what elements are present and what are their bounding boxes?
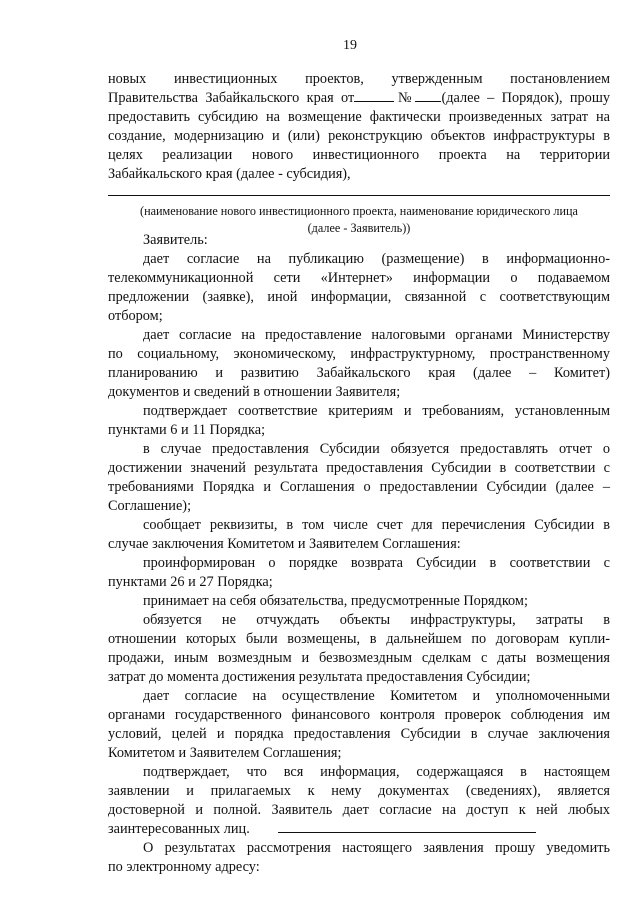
paragraph-report: в случае предоставления Субсидии обязуется предоставлять отчет о достижении значений результата предоставления Субсидии в соответствии с требованиями Порядка и Соглашения о предоставлении Субсидии (далее – Соглашение); [108,441,610,514]
intro-line: предоставить субсидию на возмещение фактически произведенных затрат на [108,109,610,125]
paragraph-inspection-consent: дает согласие на осуществление Комитетом и уполномоченными органами государственного финансового контроля проверок соблюдения им условий, целей и порядка предоставления Субсидии в случае заключения Комитетом и Заявителем Соглашения; [108,688,610,761]
applicant-label: Заявитель: [143,232,208,248]
paragraph-requisites: сообщает реквизиты, в том числе счет для перечисления Субсидии в случае заключения Комитетом и Заявителем Соглашения: [108,517,610,552]
paragraph-tax-consent: дает согласие на предоставление налоговыми органами Министерству по социальному, экономическому, инфраструктурному, пространственному планированию и развитию Забайкальского края (далее – Комитет) документов и сведений в отношении Заявителя; [108,327,610,400]
date-blank [354,89,394,102]
applicant-section [108,231,610,877]
paragraph-notification: О результатах рассмотрения настоящего заявления прошу уведомить по электронному адресу: [108,840,610,875]
paragraph-refund: проинформирован о порядке возврата Субсидии в соответствии с пунктами 26 и 27 Порядка; [108,555,610,590]
intro-line: целях реализации нового инвестиционного проекта на территории [108,147,610,163]
number-blank [415,89,441,102]
number-sign: № [394,90,416,106]
caption-line: (наименование нового инвестиционного проекта, наименование юридического лица [140,204,578,218]
intro-line: создание, модернизацию и (или) реконструкцию объектов инфраструктуры в [108,128,610,144]
intro-paragraph [108,70,610,184]
applicant-name-line [108,195,610,196]
intro-text: (далее – Порядок), прошу [441,90,610,106]
intro-line-with-blanks [108,89,610,108]
intro-line: Забайкальского края (далее - субсидия), [108,166,351,182]
paragraph-no-alienation: обязуется не отчуждать объекты инфраструктуры, затраты в отношении которых были возмещены, в дальнейшем по договорам купли- продажи, иным возмездным и безвозмездным сделкам с даты возмещения затрат до момента достижения результата предоставления Субсидии; [108,612,610,685]
page-number: 19 [343,38,357,53]
paragraph-criteria: подтверждает соответствие критериям и требованиям, установленным пунктами 6 и 11 Порядка; [108,403,610,438]
email-address-line [278,832,536,833]
caption-line: (далее - Заявитель)) [307,221,411,235]
paragraph-confirmation: подтверждает, что вся информация, содержащаяся в настоящем заявлении и прилагаемых к нему документах (сведениях), является достоверной и полной. Заявитель дает согласие на доступ к ней любых заинтересованных лиц. [108,764,610,837]
paragraph-publication-consent: дает согласие на публикацию (размещение) в информационно- телекоммуникационной сети «Интернет» информации о подаваемом предложении (заявке), иной информации, связанной с соответствующим отбором; [108,251,610,324]
intro-line: новых инвестиционных проектов, утвержденным постановлением [108,71,610,87]
paragraph-obligations: принимает на себя обязательства, предусмотренные Порядком; [143,593,528,609]
intro-text: Правительства Забайкальского края от [108,90,355,106]
